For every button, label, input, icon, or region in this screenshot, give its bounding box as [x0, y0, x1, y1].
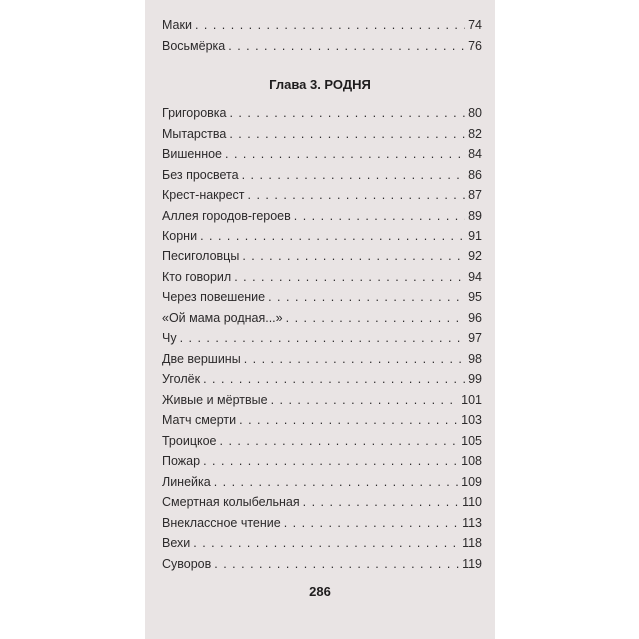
toc-entry-page: 86 — [468, 168, 482, 182]
toc-entry — [162, 390, 482, 410]
toc-entry-title: Живые и мёртвые — [162, 393, 268, 407]
toc-entry — [162, 533, 482, 553]
toc-leader-dots — [228, 36, 465, 56]
toc-entry-page: 118 — [462, 536, 482, 550]
toc-entry-title: Внеклассное чтение — [162, 516, 281, 530]
toc-entry-page: 109 — [461, 475, 482, 489]
toc-leader-dots — [286, 308, 465, 328]
toc-entry-page: 92 — [468, 249, 482, 263]
toc-entry — [162, 185, 482, 205]
toc-entry-title: Мытарства — [162, 127, 227, 141]
toc-leader-dots — [284, 513, 459, 533]
page-number: 286 — [309, 584, 331, 599]
toc-entry — [162, 554, 482, 574]
toc-entry — [162, 451, 482, 471]
toc-entry-page: 84 — [468, 147, 482, 161]
toc-leader-dots — [229, 103, 465, 123]
toc-entry-page: 101 — [461, 393, 482, 407]
toc-entry-title: Аллея городов-героев — [162, 209, 291, 223]
toc-entry-page: 74 — [468, 18, 482, 32]
toc-entry-title: Чу — [162, 331, 177, 345]
toc-leader-dots — [294, 206, 465, 226]
toc-entry-title: Суворов — [162, 557, 212, 571]
toc-entry-title: Вишенное — [162, 147, 223, 161]
toc-leader-dots — [248, 185, 466, 205]
toc-entry — [162, 287, 482, 307]
toc-entry-page: 87 — [468, 188, 482, 202]
toc-entry-title: Троицкое — [162, 434, 217, 448]
toc-entry — [162, 165, 482, 185]
toc-entry-page: 108 — [461, 454, 482, 468]
toc-entry — [162, 472, 482, 492]
toc-entry — [162, 206, 482, 226]
toc-leader-dots — [239, 410, 458, 430]
toc-leader-dots — [180, 328, 466, 348]
toc-leader-dots — [214, 554, 459, 574]
toc-entry — [162, 328, 482, 348]
toc-entry — [162, 226, 482, 246]
toc-entry-page: 96 — [468, 311, 482, 325]
toc-entry-title: Григоровка — [162, 106, 227, 120]
toc-entry-title: Две вершины — [162, 352, 241, 366]
toc-leader-dots — [203, 369, 465, 389]
toc-leader-dots — [229, 124, 465, 144]
toc-leader-dots — [193, 533, 459, 553]
toc-leader-dots — [242, 165, 466, 185]
toc-entry — [162, 15, 482, 35]
toc-entry — [162, 410, 482, 430]
chapter-heading: Глава 3. РОДНЯ — [269, 77, 371, 92]
toc-entry-page: 76 — [468, 39, 482, 53]
toc-entry — [162, 144, 482, 164]
toc-entry-page: 89 — [468, 209, 482, 223]
toc-leader-dots — [268, 287, 465, 307]
toc-leader-dots — [234, 267, 465, 287]
toc-entry-title: Линейка — [162, 475, 211, 489]
toc-entry-title: Корни — [162, 229, 198, 243]
toc-entry-page: 99 — [468, 372, 482, 386]
toc-entry-title: Через повешение — [162, 290, 266, 304]
toc-entry-page: 119 — [462, 557, 482, 571]
toc-entry-page: 91 — [468, 229, 482, 243]
toc-entry — [162, 246, 482, 266]
toc-entry-page: 80 — [468, 106, 482, 120]
toc-entry-title: Маки — [162, 18, 192, 32]
toc-leader-dots — [244, 349, 465, 369]
toc-entry — [162, 267, 482, 287]
toc-entry — [162, 36, 482, 56]
toc-entry — [162, 492, 482, 512]
toc-entry — [162, 513, 482, 533]
toc-entry-page: 105 — [461, 434, 482, 448]
toc-entry-page: 110 — [462, 495, 482, 509]
toc-entry-page: 98 — [468, 352, 482, 366]
toc-entry-page: 103 — [461, 413, 482, 427]
toc-entry-page: 95 — [468, 290, 482, 304]
toc-leader-dots — [303, 492, 459, 512]
toc-entry — [162, 103, 482, 123]
toc-entry-title: Без просвета — [162, 168, 239, 182]
toc-entry-title: Пожар — [162, 454, 201, 468]
toc-entry — [162, 349, 482, 369]
toc-leader-dots — [203, 451, 458, 471]
toc-entry-title: Матч смерти — [162, 413, 237, 427]
toc-entry — [162, 369, 482, 389]
toc-entry-title: Песиголовцы — [162, 249, 240, 263]
toc-entry-title: Кто говорил — [162, 270, 232, 284]
toc-entry-title: Крест-накрест — [162, 188, 245, 202]
toc-entry — [162, 308, 482, 328]
toc-leader-dots — [200, 226, 465, 246]
toc-leader-dots — [220, 431, 459, 451]
toc-leader-dots — [214, 472, 458, 492]
toc-entry-page: 113 — [462, 516, 482, 530]
toc-leader-dots — [271, 390, 459, 410]
toc-entry-title: Смертная колыбельная — [162, 495, 300, 509]
toc-entry-page: 94 — [468, 270, 482, 284]
toc-leader-dots — [242, 246, 465, 266]
toc-entry-title: Восьмёрка — [162, 39, 226, 53]
toc-entry-title: «Ой мама родная...» — [162, 311, 283, 325]
toc-entry-page: 97 — [468, 331, 482, 345]
toc-leader-dots — [225, 144, 465, 164]
toc-leader-dots — [195, 15, 465, 35]
toc-entry-title: Уголёк — [162, 372, 201, 386]
toc-entry-page: 82 — [468, 127, 482, 141]
toc-entry — [162, 124, 482, 144]
toc-entry-title: Вехи — [162, 536, 191, 550]
toc-entry — [162, 431, 482, 451]
